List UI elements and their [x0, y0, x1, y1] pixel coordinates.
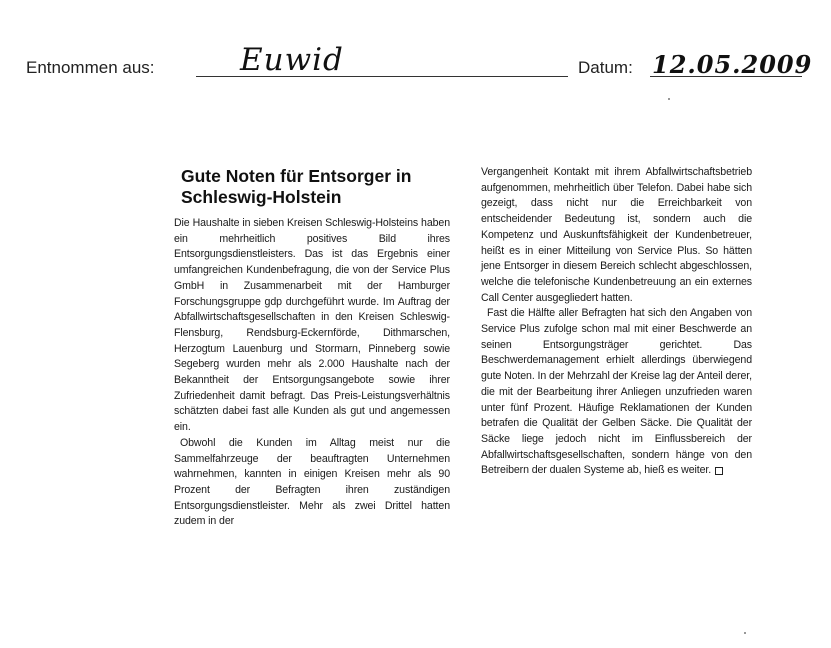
article-headline: Gute Noten für Entsorger in Schleswig-Holstein	[181, 166, 412, 207]
scan-speck	[668, 98, 670, 100]
source-handwritten-value: Euwid	[240, 42, 344, 78]
article-paragraph: Die Haushalte in sieben Kreisen Schleswig-Holsteins haben ein mehrheitlich positives Bild ihres Entsorgungsdienstleisters. Das ist das Ergebnis einer umfangreichen Kundenbefragung, die von der Service Plus GmbH in Zusammenarbeit mit der Hamburger Forschungsgruppe gdp durchgeführt wurde. Im Auftrag der Abfallwirtschaftsgesellschaften in den Kreisen Schleswig-Flensburg, Rendsburg-Eckernförde, Dithmarschen, Herzogtum Lauenburg und Stormarn, Pinneberg sowie Segeberg wurden mehr als 2.000 Haushalte nach der Bekanntheit der Entsorgungsangebote sowie ihrer Zufriedenheit damit befragt. Das Preis-Leistungsverhältnis schätzten dabei fast alle Kunden als gut und angemessen ein.	[174, 217, 450, 434]
article-paragraph: Obwohl die Kunden im Alltag meist nur die Sammelfahrzeuge der beauftragten Unternehmen wahrnehmen, kannten in einigen Kreisen mehr als 90 Prozent der Befragten ihren zuständigen Entsorgungsdienstleister. Mehr als zwei Drittel hatten zudem in der	[174, 436, 450, 528]
article-end-square-icon	[715, 467, 723, 475]
article-column-right	[481, 165, 752, 479]
scan-speck	[744, 632, 746, 634]
source-label: Entnommen aus:	[26, 58, 155, 77]
article-column-left	[174, 216, 450, 530]
date-handwritten-value: 12.05.2009	[652, 50, 813, 79]
date-label: Datum:	[578, 58, 633, 77]
article-paragraph	[481, 306, 752, 479]
article-paragraph: Vergangenheit Kontakt mit ihrem Abfallwirtschaftsbetrieb aufgenommen, mehrheitlich über Telefon. Dabei habe sich gezeigt, dass nicht nur die Erreichbarkeit von entscheidender Bedeutung ist, sondern auch die Kompetenz und Auskunftsfähigkeit der Kundenbetreuer, heißt es in einer Mitteilung von Service Plus. So hätten jene Entsorger in diesem Bereich schlecht abgeschlossen, welche die telefonische Kundenbetreuung an ein externes Call Center ausgegliedert hatten.	[481, 166, 752, 304]
article-paragraph-text: Fast die Hälfte aller Befragten hat sich den Angaben von Service Plus zufolge schon mal mit einer Beschwerde an seinen Entsorgungsträger gerichtet. Das Beschwerdemanagement erhielt allerdings überwiegend gute Noten. In der Mehrzahl der Kreise lag der Anteil derer, die mit der Bearbeitung ihrer Anliegen unzufrieden waren unter fünf Prozent. Häufige Reklamationen der Kunden betrafen die Qualität der Gelben Säcke. Die Qualität der Säcke liege jedoch nicht im Einflussbereich der Abfallwirtschaftsgesellschaften, sondern hänge von den Betreibern der dualen Systeme ab, hieß es weiter.	[481, 307, 752, 477]
